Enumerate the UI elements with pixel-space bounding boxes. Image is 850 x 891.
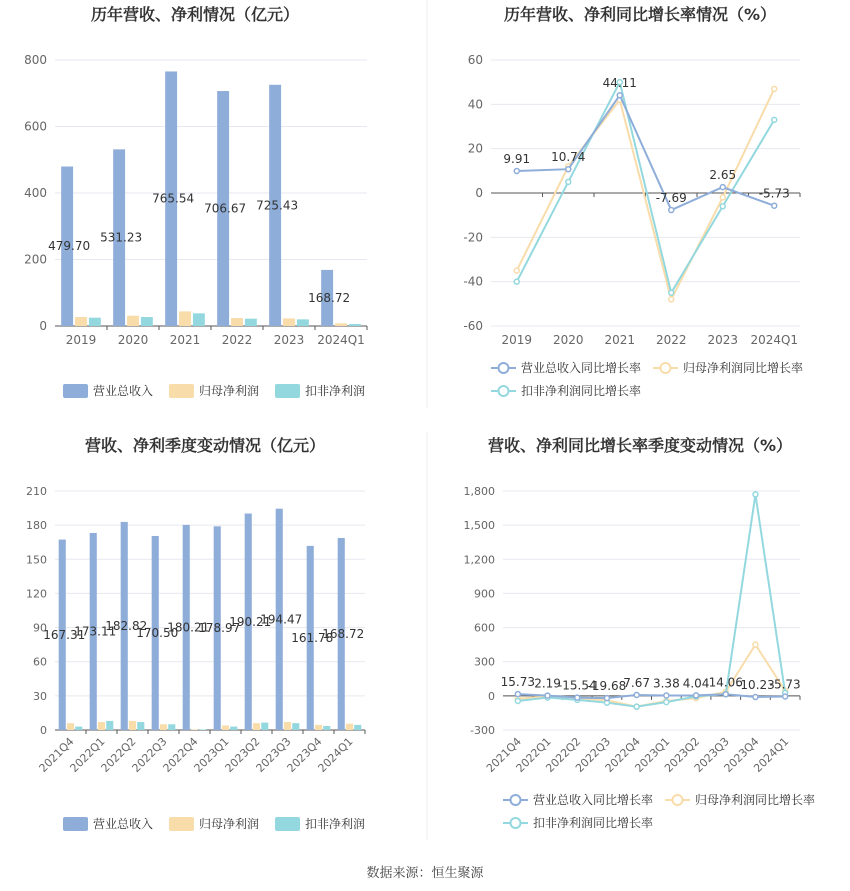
y-tick-label: 0: [39, 319, 47, 333]
data-label: 725.43: [256, 198, 299, 213]
data-point: [514, 279, 519, 284]
data-label: 9.91: [503, 152, 531, 167]
data-point: [720, 195, 725, 200]
legend-swatch: [169, 384, 194, 398]
bar-扣非净利润: [354, 725, 361, 730]
data-label: 3.38: [652, 676, 680, 691]
data-label: -7.69: [655, 191, 687, 206]
bar-扣非净利润: [89, 318, 101, 326]
chart-title: 历年营收、净利情况（亿元）: [90, 5, 300, 24]
y-tick-label: 800: [24, 53, 47, 67]
x-tick-label: 2023Q2: [662, 734, 703, 775]
y-tick-label: 400: [24, 186, 47, 200]
data-point: [772, 86, 777, 91]
bar-扣非净利润: [230, 727, 237, 730]
bar-归母净利润: [179, 311, 191, 326]
y-tick-label: 1,200: [463, 553, 495, 567]
bar-归母净利润: [315, 725, 322, 730]
data-label: 44.11: [602, 76, 637, 91]
legend-marker: [673, 795, 683, 805]
bar-扣非净利润: [137, 722, 144, 730]
y-tick-label: 180: [26, 519, 47, 533]
x-tick-label: 2023Q1: [191, 734, 232, 775]
data-point: [545, 693, 550, 698]
x-tick-label: 2021Q4: [36, 734, 77, 775]
bar-归母净利润: [191, 729, 198, 730]
y-tick-label: 1,800: [463, 485, 495, 498]
bar-扣非净利润: [297, 319, 309, 326]
y-tick-label: 60: [467, 53, 483, 67]
legend-marker: [499, 386, 509, 396]
y-tick-label: 120: [26, 587, 47, 601]
data-point: [720, 185, 725, 190]
legend: [63, 816, 365, 831]
data-point: [515, 698, 520, 703]
y-tick-label: 600: [24, 119, 47, 134]
data-label: 161.78: [291, 630, 334, 645]
x-tick-label: 2021: [604, 333, 636, 347]
bar-扣非净利润: [323, 726, 330, 730]
data-point: [604, 696, 609, 701]
legend-marker: [511, 795, 521, 805]
legend-label: 营业总收入同比增长率: [521, 361, 642, 375]
bar-归母净利润: [222, 725, 229, 730]
bar-归母净利润: [284, 722, 291, 730]
data-point: [575, 695, 580, 700]
x-tick-label: 2022: [655, 333, 687, 347]
x-tick-label: 2022Q3: [129, 734, 170, 775]
bar-归母净利润: [335, 323, 347, 326]
x-tick-label: 2020: [117, 333, 149, 347]
data-point: [634, 704, 639, 709]
data-point: [753, 492, 758, 497]
bar-扣非净利润: [193, 313, 205, 326]
x-tick-label: 2024Q1: [750, 333, 799, 347]
data-label: 2.65: [709, 168, 737, 183]
x-tick-label: 2024Q1: [315, 734, 356, 775]
legend-label: 营业总收入同比增长率: [533, 793, 654, 807]
x-tick-label: 2019: [65, 333, 97, 347]
data-label: 479.70: [48, 239, 91, 254]
data-point: [515, 692, 520, 697]
data-label: 168.72: [308, 290, 351, 305]
bar-归母净利润: [160, 724, 167, 730]
x-tick-label: 2023: [707, 333, 739, 347]
bar-归母净利润: [127, 316, 139, 326]
y-tick-label: 200: [24, 252, 47, 267]
legend-marker: [499, 363, 509, 373]
bar-归母净利润: [231, 318, 243, 326]
y-tick-label: 300: [474, 655, 495, 669]
bar-扣非净利润: [168, 724, 175, 730]
legend-marker: [511, 818, 521, 828]
bar-扣非净利润: [349, 324, 361, 326]
legend-label: 扣非净利润同比增长率: [533, 816, 654, 830]
x-tick-label: 2023Q1: [632, 734, 673, 775]
legend-label: 归母净利润同比增长率: [683, 361, 804, 375]
bar-归母净利润: [253, 723, 260, 730]
y-tick-label: 20: [467, 141, 483, 156]
bar-扣非净利润: [245, 319, 257, 326]
chart-title: 营收、净利季度变动情况（亿元）: [84, 436, 326, 455]
data-point: [617, 93, 622, 98]
x-tick-label: 2023Q3: [253, 734, 294, 775]
x-tick-label: 2022Q4: [602, 734, 643, 775]
data-point: [720, 204, 725, 209]
chart-annual_amounts: [24, 5, 367, 398]
data-label: 7.67: [623, 675, 651, 690]
bar-扣非净利润: [75, 727, 82, 730]
data-label: 531.23: [100, 230, 143, 245]
chart-title: 营收、净利同比增长率季度变动情况（%）: [487, 436, 793, 455]
data-point: [669, 208, 674, 213]
x-tick-label: 2023Q2: [222, 734, 263, 775]
data-label: 167.31: [43, 627, 86, 642]
y-tick-label: 900: [474, 587, 495, 601]
x-tick-label: 2023Q4: [284, 734, 325, 775]
y-tick-label: -40: [463, 274, 483, 289]
y-tick-label: 90: [33, 621, 47, 635]
legend-swatch: [275, 384, 300, 398]
y-tick-label: 210: [26, 485, 47, 498]
bar-扣非净利润: [106, 721, 113, 730]
y-tick-label: 30: [33, 689, 47, 703]
legend-marker: [661, 363, 671, 373]
bar-归母净利润: [129, 721, 136, 730]
legend-label: 扣非净利润: [305, 384, 366, 398]
data-label: 170.50: [136, 625, 179, 640]
legend-label: 归母净利润: [199, 384, 260, 398]
data-label: 190.21: [229, 614, 272, 629]
chart-quarterly_amounts: [26, 436, 365, 831]
series-line-扣非净利润同比增长率: [518, 494, 785, 706]
legend-swatch: [63, 817, 88, 831]
x-tick-label: 2022Q2: [98, 734, 139, 775]
data-label: 168.72: [322, 626, 365, 641]
y-tick-label: 40: [467, 97, 483, 112]
data-point: [772, 203, 777, 208]
data-label: 4.04: [682, 676, 710, 691]
x-tick-label: 2023Q3: [691, 734, 732, 775]
data-point: [669, 297, 674, 302]
bar-归母净利润: [283, 318, 295, 326]
data-label: 706.67: [204, 201, 247, 216]
data-label: 15.73: [500, 675, 536, 690]
data-label: -5.73: [769, 677, 801, 692]
data-label: -5.73: [758, 186, 790, 201]
x-tick-label: 2024Q1: [751, 734, 792, 775]
data-label: 182.82: [105, 618, 148, 633]
source-note: 数据来源：恒生聚源: [366, 866, 484, 881]
y-tick-label: 1,500: [463, 519, 495, 533]
data-label: 180.21: [167, 620, 210, 635]
data-label: 178.97: [198, 621, 241, 636]
data-label: -15.54: [557, 678, 597, 693]
data-point: [772, 117, 777, 122]
data-label: 2.19: [534, 676, 561, 691]
data-label: 10.74: [551, 150, 586, 165]
data-point: [669, 290, 674, 295]
data-point: [753, 695, 758, 700]
bar-扣非净利润: [292, 723, 299, 730]
x-tick-label: 2021Q4: [483, 734, 524, 775]
y-tick-label: -300: [470, 724, 495, 737]
bar-扣非净利润: [141, 317, 153, 326]
x-tick-label: 2019: [501, 333, 533, 347]
legend-label: 营业总收入: [93, 817, 154, 831]
chart-quarterly_growth: [464, 436, 816, 830]
bar-扣非净利润: [199, 729, 206, 730]
x-tick-label: 2022Q1: [67, 734, 108, 775]
legend: [503, 792, 815, 830]
bar-归母净利润: [75, 317, 87, 326]
data-point: [783, 694, 788, 699]
data-label: 765.54: [152, 191, 195, 206]
legend-label: 扣非净利润: [305, 817, 366, 831]
data-label: 173.11: [74, 624, 117, 639]
y-tick-label: -60: [463, 319, 483, 333]
legend: [491, 360, 803, 398]
series-line-扣非净利润同比增长率: [517, 82, 775, 293]
y-tick-label: 0: [40, 724, 47, 737]
x-tick-label: 2023Q4: [721, 734, 762, 775]
bar-归母净利润: [67, 723, 74, 730]
data-point: [634, 692, 639, 697]
x-tick-label: 2020: [552, 333, 584, 347]
y-tick-label: 60: [33, 655, 47, 669]
data-label: 194.47: [260, 612, 303, 627]
x-tick-label: 2022Q2: [543, 734, 584, 775]
data-point: [566, 167, 571, 172]
y-tick-label: 0: [475, 186, 483, 200]
data-point: [694, 693, 699, 698]
chart-annual_growth: [463, 5, 803, 398]
x-tick-label: 2022Q3: [573, 734, 614, 775]
x-tick-label: 2022: [221, 333, 253, 347]
bar-归母净利润: [98, 722, 105, 730]
chart-title: 历年营收、净利同比增长率情况（%）: [503, 5, 777, 24]
data-label: 14.06: [708, 675, 743, 690]
legend-swatch: [169, 817, 194, 831]
data-point: [514, 169, 519, 174]
x-tick-label: 2024Q1: [317, 333, 365, 347]
data-label: -19.68: [587, 679, 627, 694]
x-tick-label: 2021: [169, 333, 201, 347]
bar-扣非净利润: [261, 723, 268, 730]
data-point: [723, 692, 728, 697]
x-tick-label: 2022Q1: [513, 734, 554, 775]
legend-swatch: [63, 384, 88, 398]
data-label: -10.23: [736, 678, 775, 693]
legend-label: 扣非净利润同比增长率: [521, 384, 642, 398]
data-point: [664, 700, 669, 705]
legend-label: 归母净利润同比增长率: [695, 793, 816, 807]
data-point: [514, 268, 519, 273]
legend-label: 归母净利润: [199, 817, 260, 831]
bar-归母净利润: [346, 724, 353, 730]
y-tick-label: 600: [474, 621, 495, 635]
y-tick-label: -20: [463, 230, 483, 245]
x-tick-label: 2022Q4: [160, 734, 201, 775]
x-tick-label: 2023: [273, 333, 305, 347]
legend: [63, 383, 365, 398]
data-point: [753, 642, 758, 647]
legend-label: 营业总收入: [93, 384, 154, 398]
data-point: [664, 693, 669, 698]
data-point: [566, 179, 571, 184]
y-tick-label: 150: [26, 553, 47, 567]
y-tick-label: 0: [488, 689, 495, 703]
legend-swatch: [275, 817, 300, 831]
